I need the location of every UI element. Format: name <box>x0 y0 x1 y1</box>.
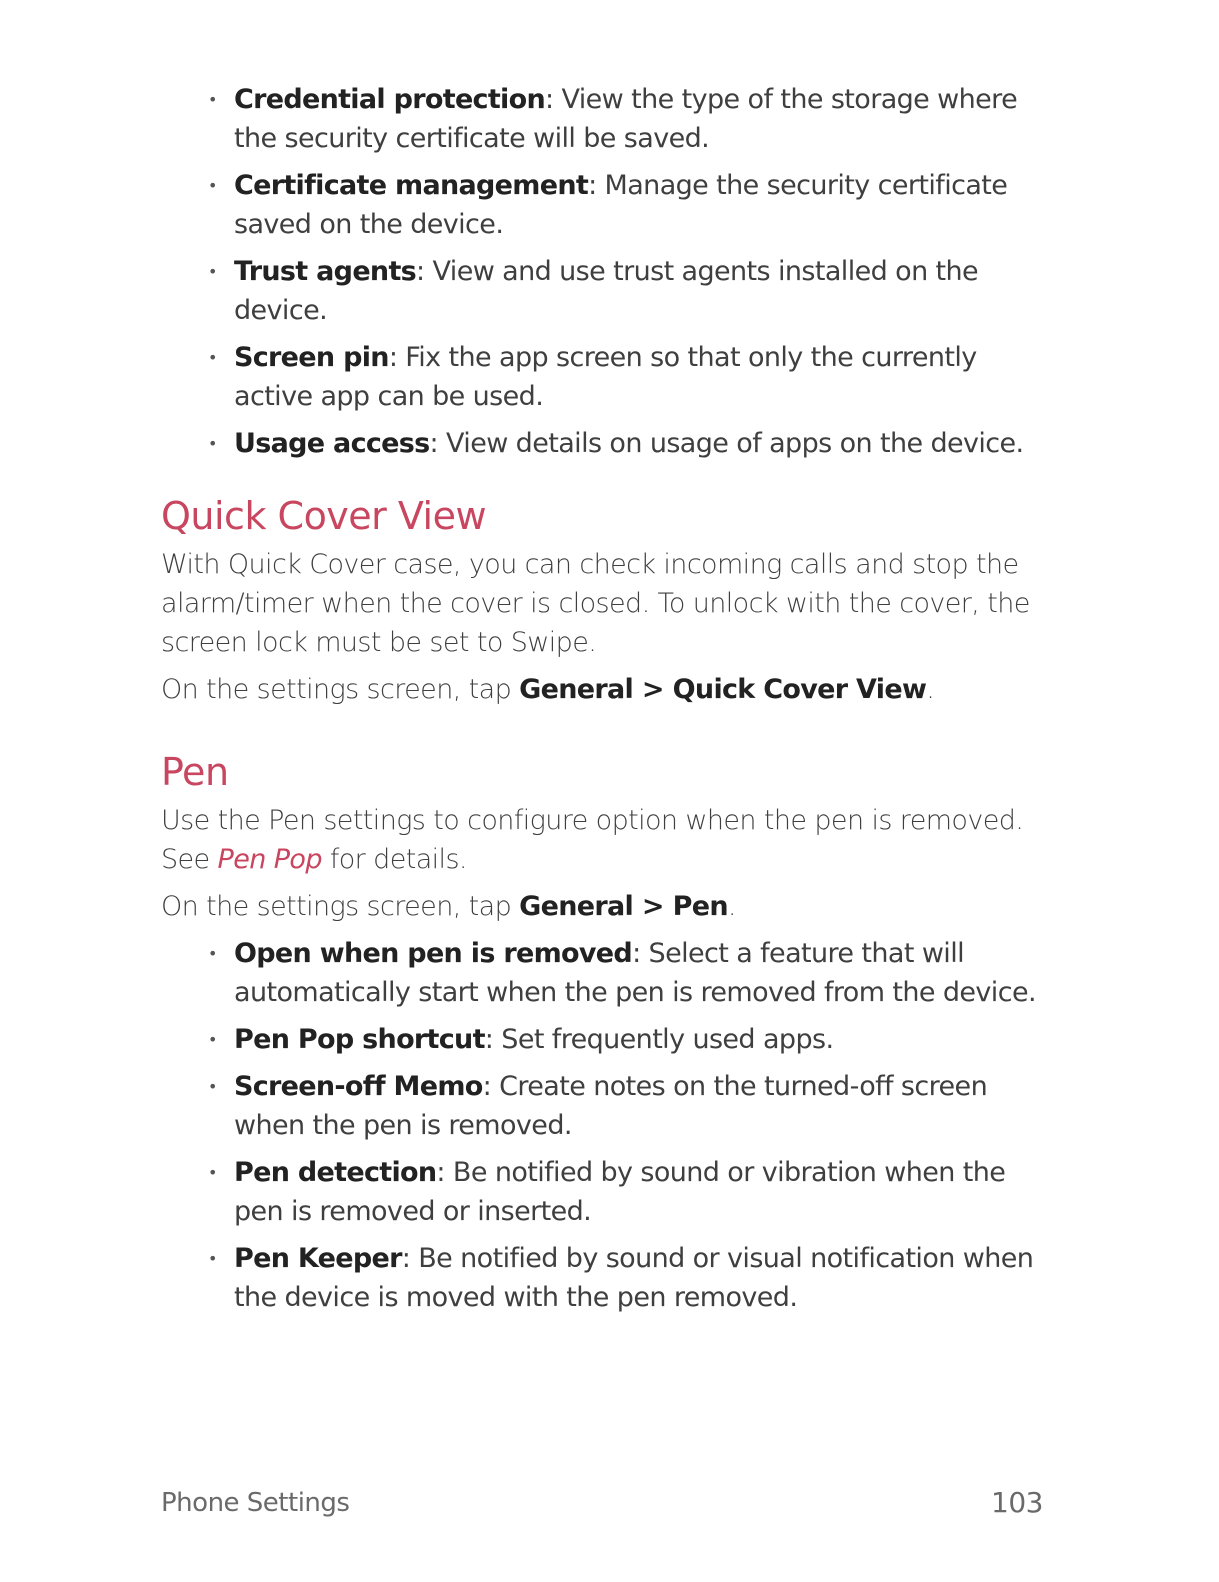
item-term: Pen Keeper <box>234 1243 402 1274</box>
item-description: : View the type of the storage where the security certificate will be saved. <box>234 84 1018 154</box>
item-term: Trust agents <box>234 256 417 287</box>
path-quick-cover-view: Quick Cover View <box>672 674 927 705</box>
item-description: : Fix the app screen so that only the currently active app can be used. <box>234 342 977 412</box>
item-term: Certificate management <box>234 170 589 201</box>
pen-path: On the settings screen, tap General > Pen. <box>161 891 736 922</box>
pen-body: Use the Pen settings to configure option when the pen is removed. See Pen Pop for details. <box>161 805 1024 875</box>
footer-section-name: Phone Settings <box>161 1488 350 1518</box>
item-term: Pen detection <box>234 1157 437 1188</box>
list-item <box>161 166 1061 244</box>
section-title-quick-cover: Quick Cover View <box>161 494 487 538</box>
bullet-icon: • <box>208 1249 217 1268</box>
list-item <box>161 1239 1061 1317</box>
list-item <box>161 934 1061 1012</box>
list-item <box>161 1020 1061 1059</box>
quick-cover-path: On the settings screen, tap General > Quick Cover View. <box>161 674 935 705</box>
pen-options-list <box>161 934 1061 1317</box>
bullet-icon: • <box>208 1030 217 1049</box>
bullet-icon: • <box>208 90 217 109</box>
pen-pop-link[interactable]: Pen Pop <box>217 844 322 875</box>
item-term: Screen pin <box>234 342 389 373</box>
path-pen: Pen <box>672 891 728 922</box>
item-description: : View details on usage of apps on the device. <box>429 428 1024 459</box>
item-description: : Manage the security certificate saved on the device. <box>234 170 1008 240</box>
page-number: 103 <box>991 1486 1043 1519</box>
path-general: General <box>519 674 634 705</box>
item-description: : View and use trust agents installed on the device. <box>234 256 979 326</box>
item-term: Open when pen is removed <box>234 938 633 969</box>
bullet-icon: • <box>208 944 217 963</box>
security-options-list <box>161 80 1061 463</box>
bullet-icon: • <box>208 1163 217 1182</box>
quick-cover-body: With Quick Cover case, you can check incoming calls and stop the alarm/timer when the cover is closed. To unlock with the cover, the screen lock must be set to Swipe. <box>161 549 1030 658</box>
bullet-icon: • <box>208 434 217 453</box>
item-term: Screen-off Memo <box>234 1071 483 1102</box>
item-term: Pen Pop shortcut <box>234 1024 485 1055</box>
list-item <box>161 424 1061 463</box>
item-description: : Be notified by sound or vibration when the pen is removed or inserted. <box>234 1157 1006 1227</box>
item-description: : Select a feature that will automatically start when the pen is removed from the device. <box>234 938 1036 1008</box>
list-item <box>161 1067 1061 1145</box>
bullet-icon: • <box>208 262 217 281</box>
list-item <box>161 252 1061 330</box>
section-title-pen: Pen <box>161 750 229 794</box>
item-term: Usage access <box>234 428 430 459</box>
list-item <box>161 80 1061 158</box>
page-content <box>161 80 1061 1325</box>
list-item <box>161 1153 1061 1231</box>
item-description: : Create notes on the turned-off screen when the pen is removed. <box>234 1071 988 1141</box>
item-term: Credential protection <box>234 84 545 115</box>
bullet-icon: • <box>208 176 217 195</box>
path-general: General <box>519 891 634 922</box>
list-item <box>161 338 1061 416</box>
bullet-icon: • <box>208 348 217 367</box>
bullet-icon: • <box>208 1077 217 1096</box>
item-description: : Set frequently used apps. <box>484 1024 834 1055</box>
item-description: : Be notified by sound or visual notification when the device is moved with the pen removed. <box>234 1243 1034 1313</box>
